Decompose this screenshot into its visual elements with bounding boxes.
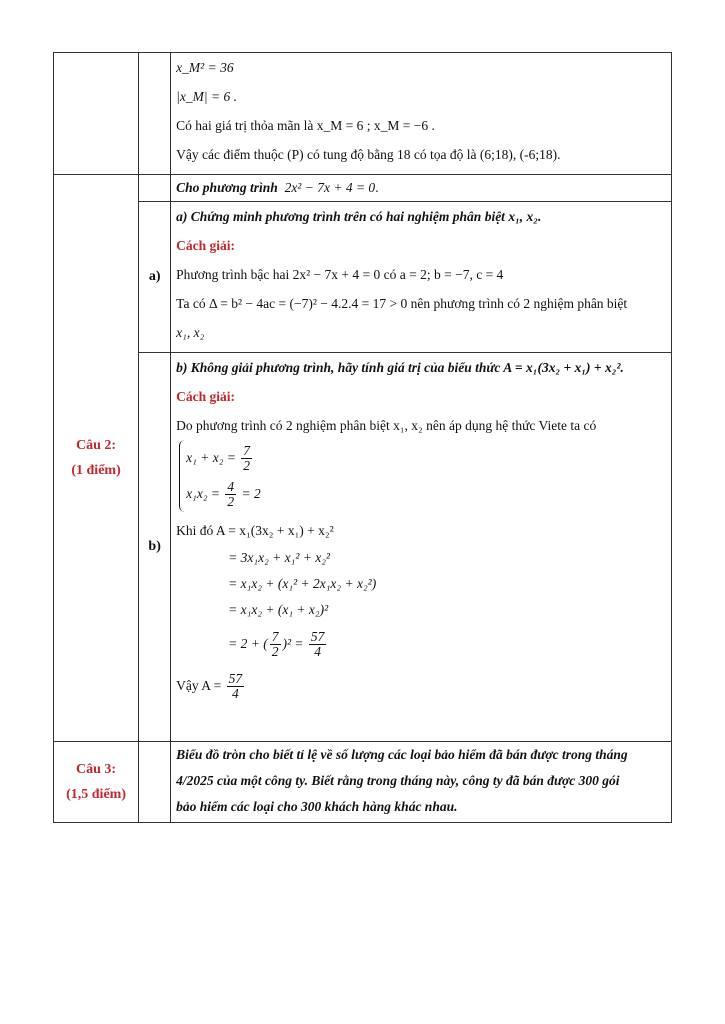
q2b-conclusion bbox=[176, 665, 667, 707]
viete-sum-lhs: x₁ + x₂ = bbox=[186, 450, 236, 465]
step4-den: 2 bbox=[271, 644, 279, 660]
viete-prod-fraction bbox=[225, 480, 236, 509]
step4-num: 7 bbox=[271, 629, 279, 645]
viete-product bbox=[186, 476, 261, 512]
q3-line-1: Biểu đồ tròn cho biết tỉ lệ về số lượng các loại bảo hiểm đã bán được trong tháng bbox=[176, 747, 628, 762]
q1-tail-row bbox=[54, 53, 672, 175]
q2b-method: Cách giải: bbox=[176, 389, 236, 404]
q2b-step-4 bbox=[176, 623, 667, 665]
step4-post: )² = bbox=[282, 636, 304, 651]
q2-points: (1 điểm) bbox=[71, 463, 121, 478]
q2b-step-3: = x₁x₂ + (x₁ + x₂)² bbox=[228, 602, 329, 617]
conclusion-den: 4 bbox=[232, 686, 239, 702]
q3-label-cell bbox=[54, 742, 139, 823]
q2b-step-2: = x₁x₂ + (x₁² + 2x₁x₂ + x₂²) bbox=[228, 576, 377, 591]
q2b-step-1: = 3x₁x₂ + x₁² + x₂² bbox=[228, 550, 330, 565]
q2-intro-prefix: Cho phương trình bbox=[176, 180, 278, 195]
q2-label-cell bbox=[54, 175, 139, 742]
q3-line-2: 4/2025 của một công ty. Biết rằng trong tháng này, công ty đã bán được 300 gói bbox=[176, 773, 620, 788]
q2a-marker: a) bbox=[139, 202, 171, 353]
viete-sum bbox=[186, 440, 261, 476]
q3-content-cell bbox=[171, 742, 672, 823]
step4-fraction bbox=[270, 630, 281, 659]
q1-label-cell bbox=[54, 53, 139, 175]
viete-prod-lhs: x₁x₂ = bbox=[186, 486, 221, 501]
conclusion-num: 57 bbox=[228, 671, 243, 687]
conclusion-pre: Vậy A = bbox=[176, 678, 222, 693]
q1-line-1: x_M² = 36 bbox=[176, 60, 234, 75]
q1-line-4: Vậy các điểm thuộc (P) có tung độ bằng 18 có tọa độ là (6;18), (-6;18). bbox=[176, 147, 561, 162]
q2a-line-1: Phương trình bậc hai 2x² − 7x + 4 = 0 có a = 2; b = −7, c = 4 bbox=[176, 267, 504, 282]
q2b-row bbox=[54, 353, 672, 742]
viete-sum-den: 2 bbox=[243, 458, 251, 474]
step4-result-den: 4 bbox=[314, 644, 322, 660]
viete-prod-num: 4 bbox=[227, 479, 235, 495]
q1-line-3: Có hai giá trị thỏa mãn là x_M = 6 ; x_M = −6 . bbox=[176, 118, 435, 133]
q2b-marker: b) bbox=[139, 353, 171, 742]
q2a-content-cell bbox=[171, 202, 672, 353]
q2b-line-1: Do phương trình có 2 nghiệm phân biệt x₁, x₂ nên áp dụng hệ thức Viete ta có bbox=[176, 418, 597, 433]
q2-intro-sub-cell bbox=[139, 175, 171, 202]
viete-system bbox=[179, 440, 261, 512]
q2a-row bbox=[54, 202, 672, 353]
q2-intro-row bbox=[54, 175, 672, 202]
viete-sum-num: 7 bbox=[243, 443, 251, 459]
q2a-line-3: x₁, x₂ bbox=[176, 325, 205, 340]
q3-points: (1,5 điểm) bbox=[66, 787, 126, 802]
viete-sum-fraction bbox=[241, 444, 252, 473]
q3-label: Câu 3: bbox=[76, 762, 117, 777]
viete-prod-rhs: = 2 bbox=[241, 486, 261, 501]
q3-sub-cell bbox=[139, 742, 171, 823]
q2b-step-0: Khi đó A = x₁(3x₂ + x₁) + x₂² bbox=[176, 523, 334, 538]
q1-sub-cell bbox=[139, 53, 171, 175]
step4-result-num: 57 bbox=[310, 629, 325, 645]
q3-row bbox=[54, 742, 672, 823]
step4-result bbox=[309, 630, 327, 659]
step4-pre: = 2 + ( bbox=[228, 636, 268, 651]
q1-content-cell bbox=[171, 53, 672, 175]
q1-line-2: |x_M| = 6 . bbox=[176, 89, 237, 104]
answer-table bbox=[53, 52, 672, 823]
q2a-method: Cách giải: bbox=[176, 238, 236, 253]
q2-label: Câu 2: bbox=[76, 438, 117, 453]
q2a-question: a) Chứng minh phương trình trên có hai nghiệm phân biệt x₁, x₂. bbox=[176, 209, 542, 224]
q2-intro-equation: 2x² − 7x + 4 = 0 bbox=[284, 180, 376, 195]
viete-prod-den: 2 bbox=[227, 494, 235, 510]
q2-intro-cell: Cho phương trình 2x² − 7x + 4 = 0. bbox=[171, 175, 672, 202]
q3-line-3: bảo hiểm các loại cho 300 khách hàng khác nhau. bbox=[176, 799, 458, 814]
q2b-content-cell bbox=[171, 353, 672, 742]
q2a-line-2: Ta có Δ = b² − 4ac = (−7)² − 4.2.4 = 17 > 0 nên phương trình có 2 nghiệm phân biệt bbox=[176, 296, 628, 311]
conclusion-fraction bbox=[227, 672, 245, 701]
q2b-question: b) Không giải phương trình, hãy tính giá trị của biểu thức A = x₁(3x₂ + x₁) + x₂². bbox=[176, 360, 624, 375]
